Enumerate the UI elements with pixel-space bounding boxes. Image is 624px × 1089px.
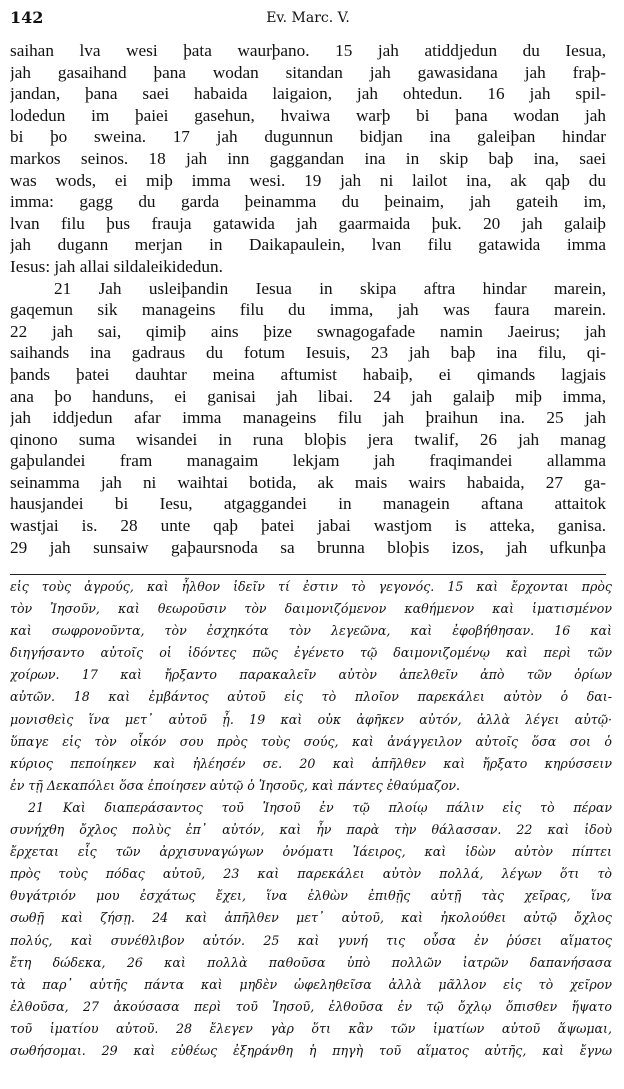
greek-line: ἔτη δώδεκα, 26 καὶ πολλὰ παθοῦσα ὑπὸ πολλῶν ἰατρῶν δαπανήσασα (10, 954, 612, 970)
gothic-line: 22 jah sai, qimiþ ains þize swnagogafade namin Jaeirus; jah (10, 321, 606, 341)
gothic-line: 29 jah sunsaiw gaþaursnoda sa brunna bloþis izos, jah ufkunþa (10, 537, 606, 557)
greek-text-block (10, 576, 612, 1062)
gothic-line: markos seinos. 18 jah inn gaggandan ina in skip baþ ina, saei (10, 148, 606, 168)
greek-line: χοίρων. 17 καὶ ἤρξαντο παρακαλεῖν αὐτὸν ἀπελθεῖν ἀπὸ τῶν ὁρίων (10, 667, 612, 683)
gothic-line: seinamma jah ni waihtai botida, ak mais wairs habaida, 27 ga- (10, 472, 606, 492)
gothic-line: imma: gagg du garda þeinamma du þeinaim, jah gateih im, (10, 192, 606, 212)
gothic-line: saihan lva wesi þata waurþano. 15 jah atiddjedun du Iesua, (10, 41, 606, 60)
greek-line: εἰς τοὺς ἀγρούς, καὶ ἦλθον ἰδεῖν τί ἐστιν τὸ γεγονός. 15 καὶ ἔρχονται πρὸς (10, 579, 612, 594)
greek-line: αὐτῶν. 18 καὶ ἐμβάντος αὐτοῦ εἰς τὸ πλοῖον παρεκάλει αὐτὸν ὁ δαι- (10, 689, 612, 705)
greek-line: θυγάτριόν μου ἐσχάτως ἔχει, ἵνα ἐλθὼν ἐπιθῇς αὐτῇ τὰς χεῖρας, ἵνα (10, 888, 612, 904)
gothic-line: ana þo handuns, ei ganisai jah libai. 24 jah galaiþ miþ imma, (10, 386, 606, 406)
greek-line: πρὸς τοὺς πόδας αὐτοῦ, 23 καὶ παρεκάλει αὐτὸν πολλά, λέγων ὅτι τὸ (10, 866, 612, 882)
gothic-line: lodedun im þaiei gasehun, hvaiwa warþ bi þana wodan jah (10, 105, 606, 125)
greek-line: πολύς, καὶ συνέθλιβον αὐτόν. 25 καὶ γυνή τις οὖσα ἐν ῥύσει αἵματος (10, 932, 612, 948)
gothic-line: jah gasaihand þana wodan sitandan jah gawasidana jah fraþ- (10, 62, 606, 82)
page-number: 142 (10, 8, 44, 27)
gothic-line: jah dugann merjan in Daikapaulein, lvan filu gatawida imma (10, 235, 606, 255)
greek-line: σωθῇ καὶ ζήσῃ. 24 καὶ ἀπῆλθεν μετ᾽ αὐτοῦ, καὶ ἠκολούθει αὐτῷ ὄχλος (10, 910, 612, 926)
page-header (10, 8, 606, 30)
greek-line: σωθήσομαι. 29 καὶ εὐθέως ἐξηράνθη ἡ πηγὴ τοῦ αἵματος αὐτῆς, καὶ ἔγνω (10, 1042, 612, 1058)
gothic-line: was wods, ei miþ imma wesi. 19 jah ni lailot ina, ak qaþ du (10, 170, 606, 190)
gothic-line: hausjandei bi Iesu, atgaggandei in managein aftana attaitok (10, 494, 606, 514)
gothic-line: jandan, þana saei habaida laigaion, jah ohtedun. 16 jah spil- (10, 84, 606, 104)
gothic-line: gaqemun sik manageins filu du imma, jah was faura marein. (10, 300, 606, 320)
greek-line: ἐλθοῦσα, 27 ἀκούσασα περὶ τοῦ Ἰησοῦ, ἐλθοῦσα ἐν τῷ ὄχλῳ ὄπισθεν ἥψατο (10, 998, 612, 1014)
greek-line: καὶ σωφρονοῦντα, τὸν ἐσχηκότα τὸν λεγεῶνα, καὶ ἐφοβήθησαν. 16 καὶ (10, 623, 612, 639)
greek-line: κύριος πεποίηκεν καὶ ἠλέησέν σε. 20 καὶ ἀπῆλθεν καὶ ἤρξατο κηρύσσειν (10, 755, 612, 771)
gothic-line: Iesus: jah allai sildaleikidedun. (10, 256, 223, 276)
greek-line: διηγήσαντο αὐτοῖς οἱ ἰδόντες πῶς ἐγένετο τῷ δαιμονιζομένῳ καὶ περὶ τῶν (10, 645, 612, 661)
gothic-line: saihands ina gadraus du fotum Iesuis, 23 jah baþ ina filu, qi- (10, 343, 606, 363)
greek-line: τὸν Ἰησοῦν, καὶ θεωροῦσιν τὸν δαιμονιζόμενον καθήμενον καὶ ἱματισμένον (10, 601, 612, 617)
greek-line: τὰ παρ᾽ αὐτῆς πάντα καὶ μηδὲν ὠφεληθεῖσα ἀλλὰ μᾶλλον εἰς τὸ χεῖρον (10, 976, 612, 992)
running-title: Ev. Marc. V. (266, 10, 350, 26)
greek-line: ὕπαγε εἰς τὸν οἶκόν σου πρὸς τοὺς σούς, καὶ ἀνάγγειλον αὐτοῖς ὅσα σοι ὁ (10, 733, 612, 749)
greek-line: 21 Καὶ διαπεράσαντος τοῦ Ἰησοῦ ἐν τῷ πλοίῳ πάλιν εἰς τὸ πέραν (28, 799, 612, 815)
gothic-line: 21 Jah usleiþandin Iesua in skipa aftra hindar marein, (54, 278, 606, 298)
gothic-line: gaþulandei fram managaim lekjam jah fraqimandei allamma (10, 451, 606, 471)
greek-line: ἐν τῇ Δεκαπόλει ὅσα ἐποίησεν αὐτῷ ὁ Ἰησοῦς, καὶ πάντες ἐθαύμαζον. (10, 777, 461, 793)
gothic-line: þands þatei dauhtar meina aftumist habaiþ, ei qimands lagjais (10, 364, 606, 384)
gothic-line: bi þo sweina. 17 jah dugunnun bidjan ina galeiþan hindar (10, 127, 606, 147)
greek-line: συνήχθη ὄχλος πολὺς ἐπ᾽ αὐτόν, καὶ ἦν παρὰ τὴν θάλασσαν. 22 καὶ ἰδοὺ (10, 822, 612, 838)
greek-line: τοῦ ἱματίου αὐτοῦ. 28 ἔλεγεν γὰρ ὅτι κἂν τῶν ἱματίων αὐτοῦ ἅψωμαι, (10, 1020, 612, 1036)
gothic-line: qinono suma wisandei in runa bloþis jera twalif, 26 jah manag (10, 429, 606, 449)
gothic-line: lvan filu þus frauja gatawida jah gaarmaida þuk. 20 jah galaiþ (10, 213, 606, 233)
greek-line: μονισθεὶς ἵνα μετ᾽ αὐτοῦ ᾖ. 19 καὶ οὐκ ἀφῆκεν αὐτόν, ἀλλὰ λέγει αὐτῷ· (10, 711, 612, 727)
section-divider (10, 574, 606, 575)
gothic-line: jah iddjedun afar imma manageins filu jah þraihun ina. 25 jah (10, 408, 606, 428)
gothic-text-block (10, 40, 606, 558)
gothic-line: wastjai is. 28 unte qaþ þatei jabai wastjom is atteka, ganisa. (10, 516, 606, 536)
greek-line: ἔρχεται εἷς τῶν ἀρχισυναγώγων ὀνόματι Ἰάειρος, καὶ ἰδὼν αὐτὸν πίπτει (10, 844, 612, 860)
